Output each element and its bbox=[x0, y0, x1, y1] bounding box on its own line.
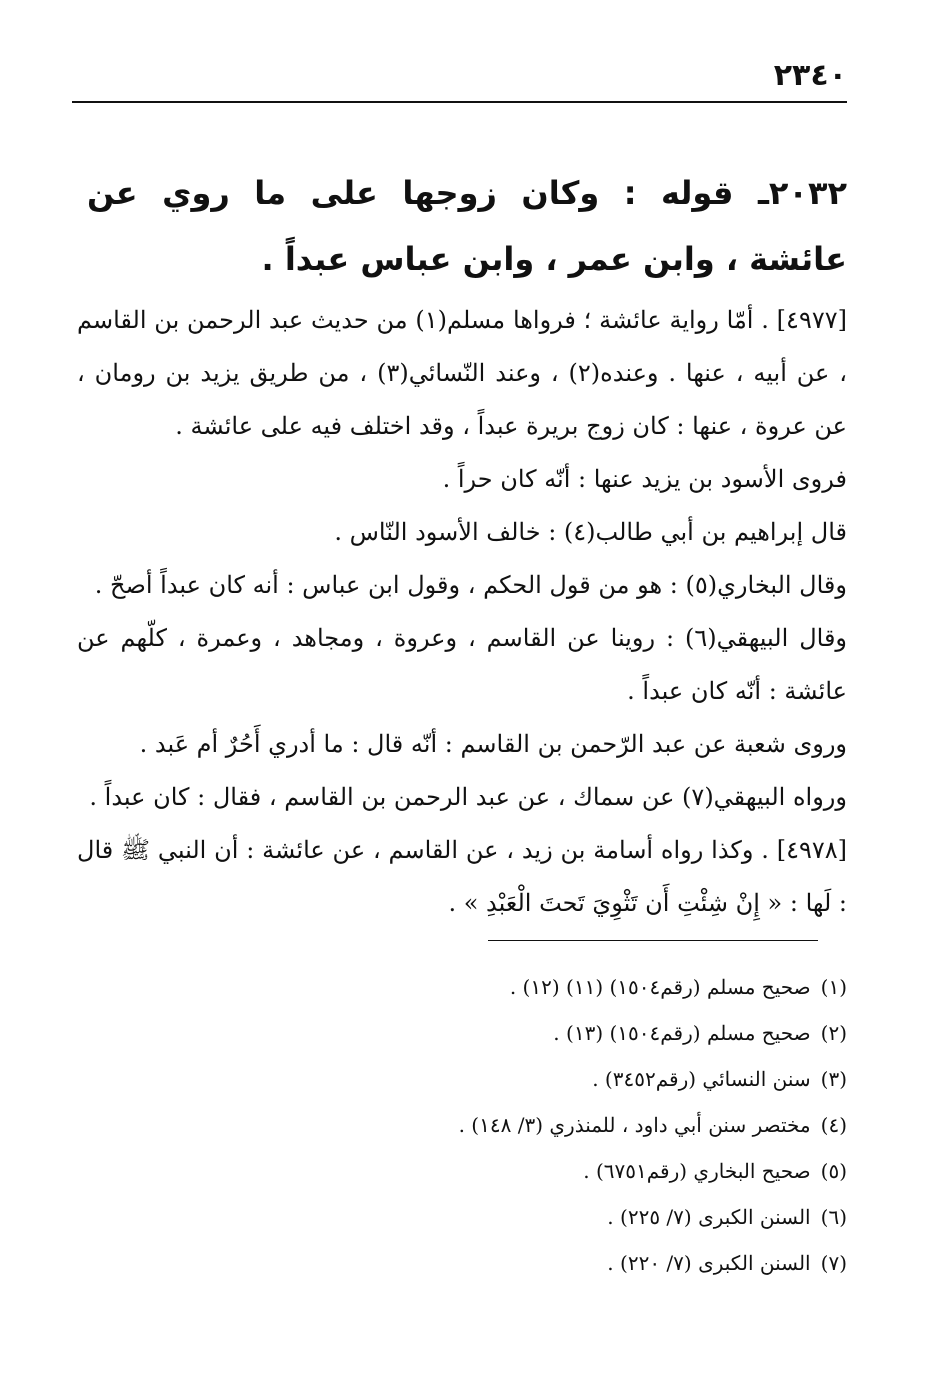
footnote-number: (٦) bbox=[820, 1205, 847, 1229]
footnote-number: (٤) bbox=[820, 1113, 847, 1137]
paragraph-4977: [٤٩٧٧] . أمّا رواية عائشة ؛ فرواها مسلم(١) من حديث عبد الرحمن بن القاسم ، عن أبيه ، عنها . وعنده(٢) ، وعند النّسائي(٣) ، من طريق يزيد بن رومان ، عن عروة ، عنها : كان زوج بريرة عبداً ، وقد اختلف فيه على عائشة . bbox=[77, 306, 847, 440]
footnote bbox=[77, 1194, 847, 1240]
footnote-number: (٧) bbox=[820, 1251, 847, 1275]
body-text bbox=[77, 294, 847, 930]
paragraph-shuba: وروى شعبة عن عبد الرّحمن بن القاسم : أنّه قال : ما أدري أَحُرٌ أم عَبد . bbox=[139, 730, 847, 758]
paragraph-bayhaqi-simak: ورواه البيهقي(٧) عن سماك ، عن عبد الرحمن بن القاسم ، فقال : كان عبداً . bbox=[89, 783, 847, 811]
footnotes-list bbox=[77, 964, 847, 1286]
section-heading: ٢٠٣٢ـ قوله : وكان زوجها على ما روي عن عائشة ، وابن عمر ، وابن عباس عبداً . bbox=[87, 174, 847, 278]
footnote bbox=[77, 1240, 847, 1286]
footnote-number: (٣) bbox=[820, 1067, 847, 1091]
footnote bbox=[77, 1102, 847, 1148]
footnote-rule bbox=[488, 940, 818, 941]
paragraph-aswad: فروى الأسود بن يزيد عنها : أنّه كان حراً . bbox=[442, 465, 847, 493]
footnote-text: مختصر سنن أبي داود ، للمنذري (٣/ ١٤٨) . bbox=[458, 1113, 811, 1137]
footnote-text: صحيح البخاري (رقم٦٧٥١) . bbox=[583, 1159, 811, 1183]
paragraph-ibrahim: قال إبراهيم بن أبي طالب(٤) : خالف الأسود النّاس . bbox=[334, 518, 847, 546]
footnote bbox=[77, 964, 847, 1010]
page-number: ٢٣٤٠ bbox=[773, 58, 847, 93]
footnote-text: صحيح مسلم (رقم١٥٠٤) (١١) (١٢) . bbox=[509, 975, 811, 999]
footnote bbox=[77, 1010, 847, 1056]
footnote-text: سنن النسائي (رقم٣٤٥٢) . bbox=[592, 1067, 811, 1091]
footnote-number: (١) bbox=[820, 975, 847, 999]
footnote bbox=[77, 1148, 847, 1194]
footnote-text: السنن الكبرى (٧/ ٢٢٠) . bbox=[607, 1251, 811, 1275]
header-rule bbox=[72, 101, 847, 103]
paragraph-bukhari: وقال البخاري(٥) : هو من قول الحكم ، وقول ابن عباس : أنه كان عبداً أصحّ . bbox=[94, 571, 847, 599]
footnote-number: (٢) bbox=[820, 1021, 847, 1045]
paragraph-bayhaqi: وقال البيهقي(٦) : روينا عن القاسم ، وعروة ، ومجاهد ، وعمرة ، كلّهم عن عائشة : أنّه كان عبداً . bbox=[77, 624, 848, 705]
footnote-number: (٥) bbox=[820, 1159, 847, 1183]
footnote-text: السنن الكبرى (٧/ ٢٢٥) . bbox=[607, 1205, 811, 1229]
paragraph-4978: [٤٩٧٨] . وكذا رواه أسامة بن زيد ، عن القاسم ، عن عائشة : أن النبي ﷺ قال : لَها : « إِنْ شِئْتِ أَن تَثْوِيَ تَحتَ الْعَبْدِ » . bbox=[77, 836, 847, 917]
footnote bbox=[77, 1056, 847, 1102]
footnote-text: صحيح مسلم (رقم١٥٠٤) (١٣) . bbox=[553, 1021, 811, 1045]
